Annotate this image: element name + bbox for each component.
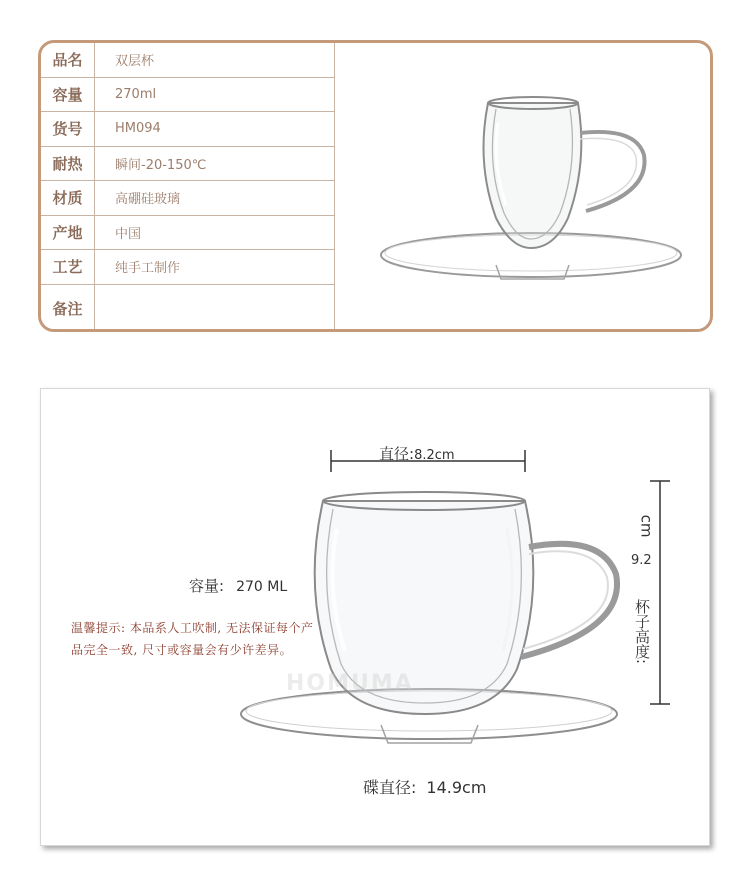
spec-value: 纯手工制作 [115,261,181,277]
spec-row-craft [41,250,335,285]
diameter-label: 直径:8.2cm [379,445,455,463]
spec-key: 产地 [41,216,95,250]
spec-key: 材质 [41,181,95,215]
height-label: 杯子高度: [633,599,651,665]
spec-card [38,40,713,332]
spec-key: 耐热 [41,147,95,181]
spec-value: 中国 [115,226,142,242]
product-image [336,43,713,329]
spec-key: 品名 [41,43,95,77]
capacity-label: 容量: 270 ML [189,577,288,595]
spec-value: HM094 [115,121,161,137]
spec-row-heat [41,147,335,182]
glass-cup-illustration [336,43,713,329]
spec-row-item-no [41,112,335,147]
spec-value: 270ml [115,86,157,102]
spec-row-origin [41,216,335,251]
spec-divider [334,43,335,329]
spec-row-capacity [41,78,335,113]
spec-key: 货号 [41,112,95,146]
spec-row-name [41,43,335,78]
spec-value: 瞬间-20-150℃ [115,157,207,173]
spec-value: 双层杯 [115,54,155,70]
saucer-diameter-label: 碟直径: 14.9cm [363,778,487,797]
height-value: 9.2 [631,553,652,568]
dimension-panel [40,388,710,846]
spec-value: 高硼硅玻璃 [115,192,181,208]
spec-key: 工艺 [41,250,95,284]
spec-key: 容量 [41,78,95,112]
spec-row-material [41,181,335,216]
spec-table [41,43,335,329]
brand-watermark: HOMUMA [286,671,414,696]
spec-row-notes [41,285,335,332]
spec-key: 备注 [41,285,95,332]
warning-note: 温馨提示: 本品系人工吹制, 无法保证每个产品完全一致, 尺寸或容量会有少许差异。 [71,621,314,657]
height-unit: cm [637,514,656,538]
